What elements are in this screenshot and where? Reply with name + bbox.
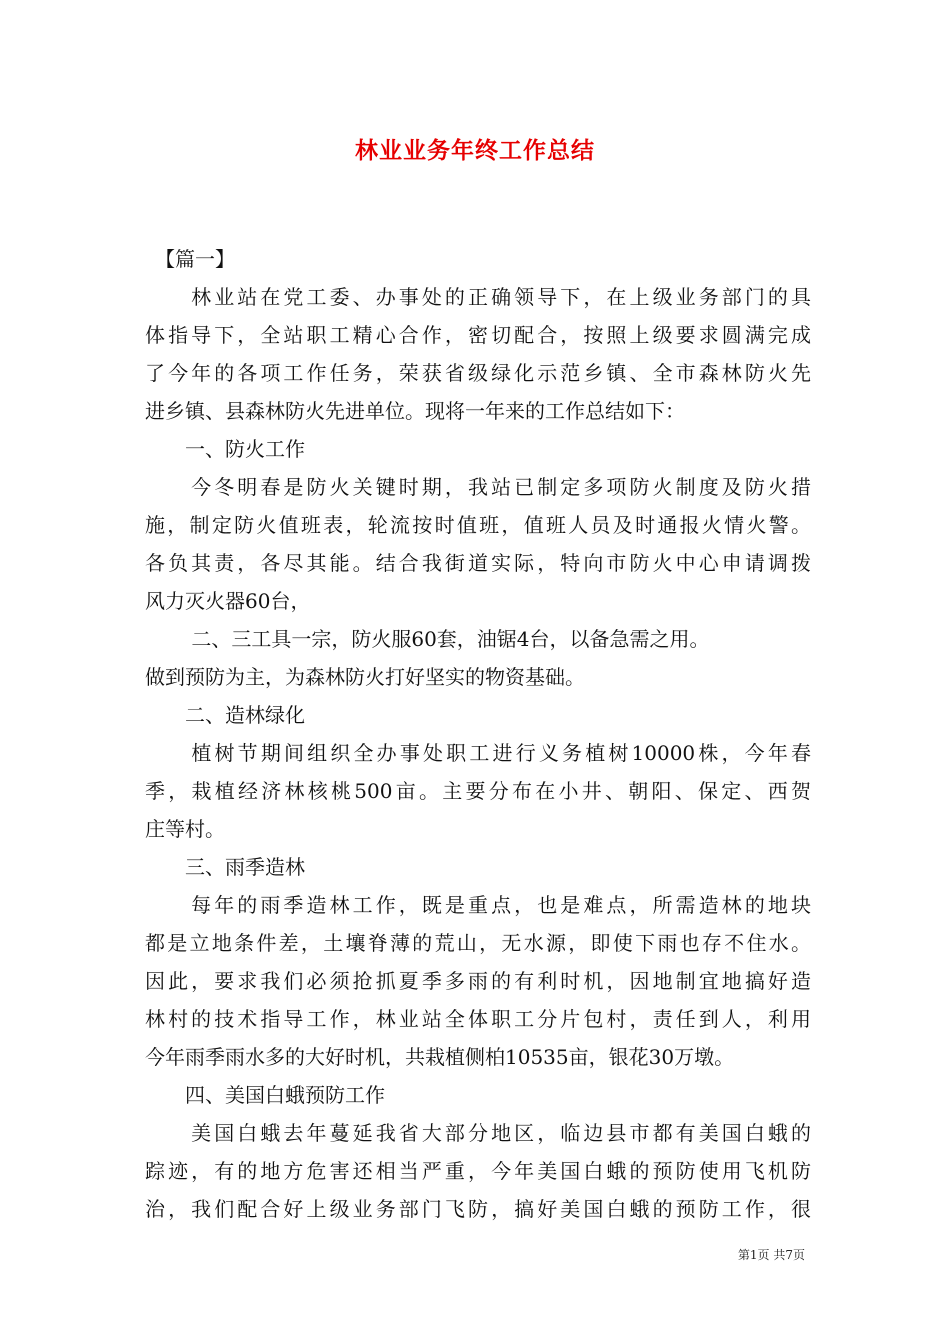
body-line: 了今年的各项工作任务，荣获省级绿化示范乡镇、全市森林防火先 — [145, 361, 811, 385]
body-line: 三、雨季造林 — [145, 855, 305, 879]
body-line: 治，我们配合好上级业务部门飞防，搞好美国白蛾的预防工作，很 — [145, 1197, 811, 1221]
body-line: 庄等村。 — [145, 817, 225, 841]
body-line: 因此，要求我们必须抢抓夏季多雨的有利时机，因地制宜地搞好造 — [145, 969, 811, 993]
body-line: 林村的技术指导工作，林业站全体职工分片包村，责任到人，利用 — [145, 1007, 811, 1031]
body-line: 体指导下，全站职工精心合作，密切配合，按照上级要求圆满完成 — [145, 323, 811, 347]
body-line: 今冬明春是防火关键时期，我站已制定多项防火制度及防火措 — [145, 475, 811, 499]
body-line: 季，栽植经济林核桃500亩。主要分布在小井、朝阳、保定、西贺 — [145, 779, 811, 803]
body-line: 美国白蛾去年蔓延我省大部分地区，临边县市都有美国白蛾的 — [145, 1121, 811, 1145]
page-footer: 第1页 共7页 — [737, 1248, 805, 1262]
body-line: 做到预防为主，为森林防火打好坚实的物资基础。 — [145, 665, 585, 689]
body-line: 各负其责，各尽其能。结合我街道实际，特向市防火中心申请调拨 — [145, 551, 811, 575]
document-body — [145, 240, 811, 1228]
body-line: 二、造林绿化 — [145, 703, 305, 727]
body-line: 植树节期间组织全办事处职工进行义务植树10000株，今年春 — [145, 741, 811, 765]
document-title: 林业业务年终工作总结 — [355, 138, 595, 164]
body-line: 二、三工具一宗，防火服60套，油锯4台，以备急需之用。 — [145, 627, 710, 651]
body-line: 施，制定防火值班表，轮流按时值班，值班人员及时通报火情火警。 — [145, 513, 811, 537]
body-line: 风力灭火器60台， — [145, 589, 311, 613]
body-line: 今年雨季雨水多的大好时机，共栽植侧柏10535亩，银花30万墩。 — [145, 1045, 735, 1069]
body-line: 每年的雨季造林工作，既是重点，也是难点，所需造林的地块 — [145, 893, 811, 917]
body-line: 【篇一】 — [145, 247, 235, 271]
body-line: 踪迹，有的地方危害还相当严重，今年美国白蛾的预防使用飞机防 — [145, 1159, 811, 1183]
body-line: 林业站在党工委、办事处的正确领导下，在上级业务部门的具 — [145, 285, 811, 309]
body-line: 四、美国白蛾预防工作 — [145, 1083, 385, 1107]
body-line: 一、防火工作 — [145, 437, 305, 461]
body-line: 进乡镇、县森林防火先进单位。现将一年来的工作总结如下： — [145, 399, 685, 423]
body-line: 都是立地条件差，土壤脊薄的荒山，无水源，即使下雨也存不住水。 — [145, 931, 811, 955]
